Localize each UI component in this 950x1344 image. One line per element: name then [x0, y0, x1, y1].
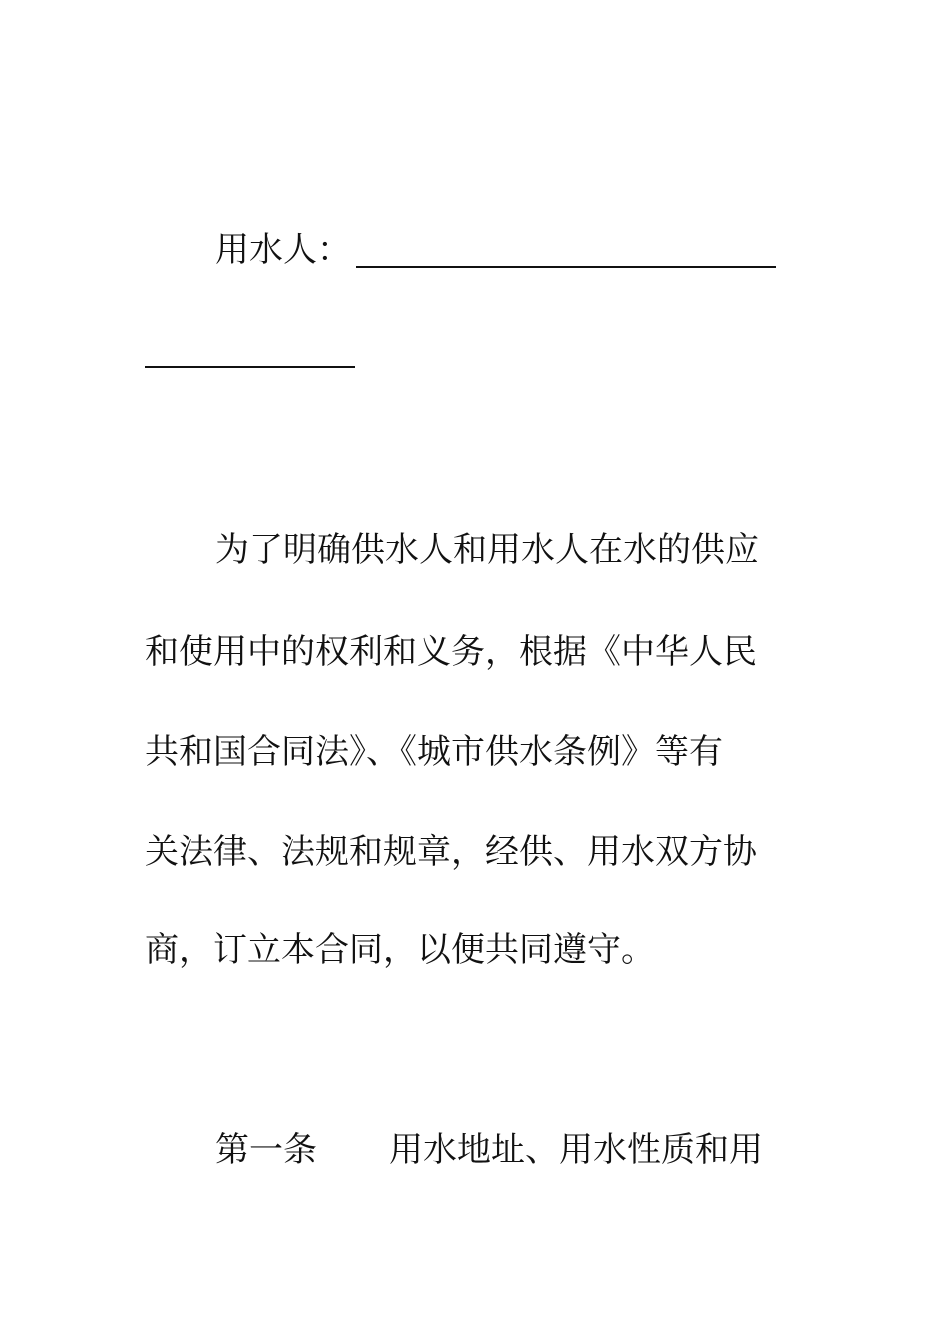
party-name-blank-line-1[interactable]	[356, 266, 776, 268]
paragraph-line-4: 关法律、法规和规章，经供、用水双方协	[145, 832, 757, 872]
paragraph-line-5: 商，订立本合同，以便共同遵守。	[145, 930, 655, 970]
article-heading	[145, 1130, 855, 1170]
article-title: 用水地址、用水性质和用	[389, 1130, 763, 1170]
article-number: 第一条	[215, 1130, 317, 1170]
party-label: 用水人：	[215, 230, 351, 270]
party-line	[145, 230, 855, 270]
paragraph-line-3: 共和国合同法》、《城市供水条例》等有	[145, 732, 723, 772]
paragraph-line-1: 为了明确供水人和用水人在水的供应	[215, 530, 759, 570]
paragraph-line-2: 和使用中的权利和义务，根据《中华人民	[145, 632, 757, 672]
party-name-blank-line-2[interactable]	[145, 366, 355, 368]
